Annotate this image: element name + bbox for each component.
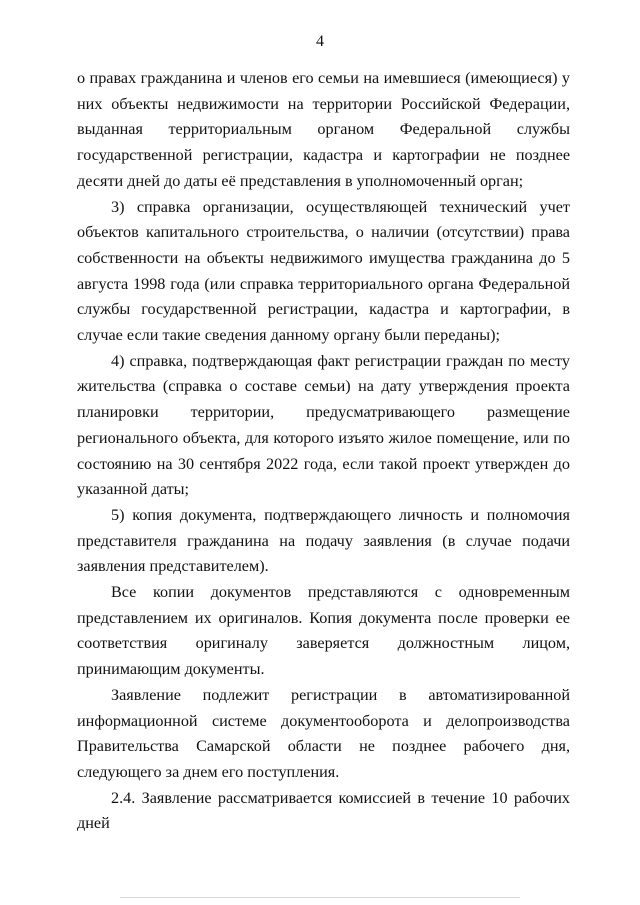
- paragraph-item-4: 4) справка, подтверждающая факт регистрации граждан по месту жительства (справка о составе семьи) на дату утверждения проекта планировки территории, предусматривающего размещение регионального объекта, для которого изъято жилое помещение, или по состоянию на 30 сентября 2022 года, если такой проект утвержден до указанной даты;: [77, 351, 570, 499]
- paragraph-item-3: 3) справка организации, осуществляющей технический учет объектов капитального строительства, о наличии (отсутствии) права собственности на объекты недвижимого имущества гражданина до 5 августа 1998 года (или справка территориального органа Федеральной службы государственной регистрации, кадастра и картографии, в случае если такие сведения данному органу были переданы);: [77, 197, 570, 345]
- paragraph-registration: Заявление подлежит регистрации в автоматизированной информационной системе документооборота и делопроизводства Правительства Самарской области не позднее рабочего дня, следующего за днем его поступления.: [77, 685, 570, 781]
- page-bottom-divider: [120, 897, 520, 898]
- paragraph-continuation: о правах гражданина и членов его семьи на имевшиеся (имеющиеся) у них объекты недвижимости на территории Российской Федерации, выданная территориальным органом Федеральной службы государственной регистрации, кадастра и картографии не позднее десяти дней до даты её представления в уполномоченный орган;: [77, 69, 570, 190]
- paragraph-copies: Все копии документов представляются с одновременным представлением их оригиналов. Копия документа после проверки ее соответствия оригиналу заверяется должностным лицом, принимающим документы.: [77, 583, 570, 679]
- page-number: 4: [316, 33, 324, 50]
- paragraph-2-4: 2.4. Заявление рассматривается комиссией в течение 10 рабочих дней: [77, 788, 570, 833]
- paragraph-item-5: 5) копия документа, подтверждающего личность и полномочия представителя гражданина на подачу заявления (в случае подачи заявления представителем).: [77, 505, 570, 576]
- document-body: [77, 66, 570, 837]
